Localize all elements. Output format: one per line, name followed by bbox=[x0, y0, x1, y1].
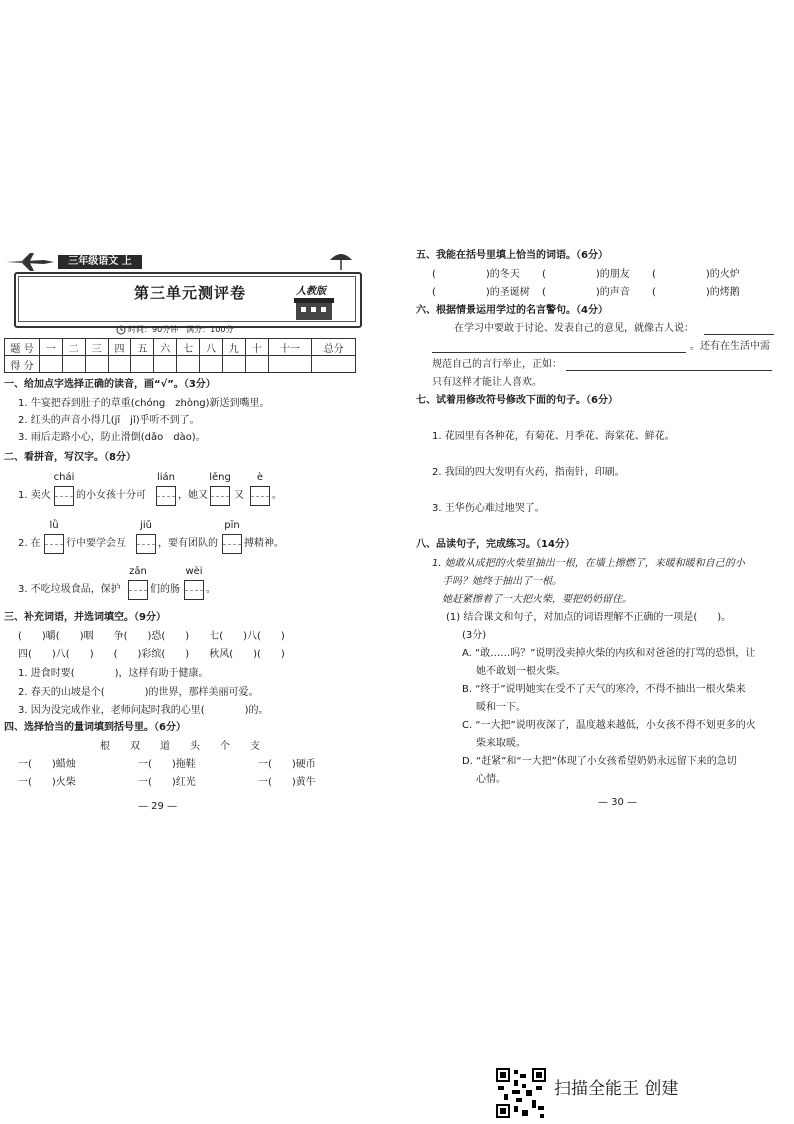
q5-heading: 五、我能在括号里填上恰当的词语。（6分） bbox=[416, 250, 608, 261]
q2-heading: 二、看拼音，写汉字。（8分） bbox=[4, 452, 136, 463]
score-cell: 二 bbox=[62, 339, 85, 356]
score-input-cell[interactable] bbox=[131, 356, 154, 373]
score-input-cell[interactable] bbox=[177, 356, 200, 373]
score-input-cell[interactable] bbox=[154, 356, 177, 373]
q8-option-d-cont: 心情。 bbox=[476, 774, 506, 785]
clock-icon bbox=[116, 325, 126, 335]
q7-sentence-2: 2. 我国的四大发明有火药，指南针，印刷。 bbox=[432, 467, 625, 478]
q2-text: 行中要学会互 bbox=[66, 538, 126, 549]
pinyin-label: è bbox=[256, 472, 264, 483]
q2-text: 1. 卖火 bbox=[18, 490, 51, 501]
pinyin-label: lǜ bbox=[49, 520, 59, 531]
score-input-cell[interactable] bbox=[268, 356, 312, 373]
score-cell: 五 bbox=[131, 339, 154, 356]
score-cell: 三 bbox=[85, 339, 108, 356]
pinyin-label: zǎn bbox=[129, 566, 147, 577]
hanzi-box[interactable] bbox=[156, 486, 176, 506]
q4-word-bank: 根 双 道 头 个 支 bbox=[100, 741, 260, 752]
q6-line-3: 规范自己的言行举止，正如： bbox=[432, 359, 562, 370]
q3-row-2: 四( )八( ) ( )彩缤( ) 秋风( )( ) bbox=[18, 649, 285, 660]
score-input-cell[interactable] bbox=[245, 356, 268, 373]
q2-text: 2. 在 bbox=[18, 538, 41, 549]
score-cell: 题 号 bbox=[5, 339, 40, 356]
q2-text: 3. 不吃垃圾食品，保护 bbox=[18, 584, 121, 595]
q8-option-a[interactable]: A. “敢……吗？”说明没卖掉火柴的内疚和对爸爸的打骂的恐惧，让 bbox=[462, 648, 756, 659]
score-input-cell[interactable] bbox=[222, 356, 245, 373]
score-input-cell[interactable] bbox=[85, 356, 108, 373]
answer-line[interactable] bbox=[704, 334, 774, 335]
q4-item: 一( )火柴 bbox=[18, 777, 76, 788]
q5-item: ( )的火炉 bbox=[652, 269, 740, 280]
q8-sub-score: (3分) bbox=[462, 630, 487, 641]
subject-label: 三年级语文 上 bbox=[58, 255, 142, 269]
q1-line-2: 2. 红头的声音小得几(jī jǐ)乎听不到了。 bbox=[18, 415, 200, 426]
page-number-left: — 29 — bbox=[138, 801, 178, 812]
hanzi-box[interactable] bbox=[44, 534, 64, 554]
q8-option-a-cont: 她不敢划一根火柴。 bbox=[476, 666, 566, 677]
q1-heading: 一、给加点字选择正确的读音，画“√”。（3分） bbox=[4, 379, 216, 390]
q4-item: 一( )红光 bbox=[138, 777, 196, 788]
edition-label: 人教版 bbox=[296, 286, 326, 297]
q1-line-1: 1. 牛宴把吞到肚子的草重(chóng zhòng)新送到嘴里。 bbox=[18, 398, 270, 409]
q8-option-b-cont: 暖和一下。 bbox=[476, 702, 526, 713]
pinyin-label: wèi bbox=[185, 566, 203, 577]
q6-line-2: 。还有在生活中需 bbox=[690, 341, 770, 352]
qr-code-icon bbox=[496, 1068, 546, 1118]
page-title: 第三单元测评卷 bbox=[133, 284, 246, 302]
answer-line[interactable] bbox=[432, 352, 686, 353]
score-input-cell[interactable] bbox=[200, 356, 223, 373]
q2-text: 的小女孩十分可 bbox=[76, 490, 146, 501]
q6-line-4: 只有这样才能让人喜欢。 bbox=[432, 377, 542, 388]
q3-heading: 三、补充词语，并选词填空。（9分） bbox=[4, 612, 166, 623]
score-cell: 十 bbox=[245, 339, 268, 356]
q7-sentence-1: 1. 花园里有各种花，有菊花、月季花、海棠花、鲜花。 bbox=[432, 431, 675, 442]
q6-line-1: 在学习中要敢于讨论、发表自己的意见，就像古人说： bbox=[454, 323, 694, 334]
score-cell: 四 bbox=[108, 339, 131, 356]
pinyin-label: pīn bbox=[224, 520, 240, 531]
q2-text: 搏精神。 bbox=[244, 538, 284, 549]
q8-option-c[interactable]: C. “一大把”说明夜深了，温度越来越低，小女孩不得不划更多的火 bbox=[462, 720, 756, 731]
q4-item: 一( )蜡烛 bbox=[18, 759, 76, 770]
airplane-icon bbox=[4, 252, 58, 272]
pinyin-label: lěng bbox=[209, 472, 231, 483]
hanzi-box[interactable] bbox=[250, 486, 270, 506]
time-info: 时间：90分钟 满分：100分 bbox=[128, 325, 234, 334]
q5-item: ( )的圣诞树 bbox=[432, 287, 530, 298]
q2-text: 们的肠 bbox=[150, 584, 180, 595]
q4-item: 一( )硬币 bbox=[258, 759, 316, 770]
score-cell: 得 分 bbox=[5, 356, 40, 373]
q7-heading: 七、试着用修改符号修改下面的句子。（6分） bbox=[416, 395, 618, 406]
score-cell: 八 bbox=[200, 339, 223, 356]
answer-line[interactable] bbox=[566, 370, 772, 371]
umbrella-icon bbox=[328, 250, 354, 272]
q8-passage: 她赶紧擦着了一大把火柴，要把奶奶留住。 bbox=[442, 594, 632, 605]
q2-text: 。 bbox=[206, 584, 216, 595]
score-input-cell[interactable] bbox=[62, 356, 85, 373]
q8-option-b[interactable]: B. “终于”说明她实在受不了天气的寒冷，不得不抽出一根火柴来 bbox=[462, 684, 746, 695]
q5-item: ( )的冬天 bbox=[432, 269, 520, 280]
q2-text: 又 bbox=[234, 490, 244, 501]
q6-heading: 六、根据情景运用学过的名言警句。（4分） bbox=[416, 305, 608, 316]
q2-text: 。 bbox=[272, 490, 282, 501]
score-input-cell[interactable] bbox=[312, 356, 356, 373]
q3-sentence-3: 3. 因为没完成作业，老师问起时我的心里( )的。 bbox=[18, 705, 269, 716]
q4-item: 一( )黄牛 bbox=[258, 777, 316, 788]
q1-line-3: 3. 雨后走路小心，防止滑倒(dǎo dào)。 bbox=[18, 432, 206, 443]
q4-item: 一( )拖鞋 bbox=[138, 759, 196, 770]
q8-passage: 手吗？她终于抽出了一根。 bbox=[442, 576, 562, 587]
q8-heading: 八、品读句子，完成练习。（14分） bbox=[416, 539, 575, 550]
pinyin-label: lián bbox=[156, 472, 176, 483]
hanzi-box[interactable] bbox=[128, 580, 148, 600]
q3-sentence-1: 1. 进食时要( )，这样有助于健康。 bbox=[18, 668, 209, 679]
score-table bbox=[4, 338, 356, 373]
footer-scanner-credit: 扫描全能王 创建 bbox=[554, 1079, 679, 1099]
q5-item: ( )的声音 bbox=[542, 287, 630, 298]
hanzi-box[interactable] bbox=[222, 534, 242, 554]
hanzi-box[interactable] bbox=[210, 486, 230, 506]
score-cell: 九 bbox=[222, 339, 245, 356]
q2-text: ，要有团队的 bbox=[158, 538, 218, 549]
building-icon bbox=[294, 296, 334, 320]
hanzi-box[interactable] bbox=[184, 580, 204, 600]
score-cell: 十一 bbox=[268, 339, 312, 356]
page-number-right: — 30 — bbox=[598, 797, 638, 808]
q4-heading: 四、选择恰当的量词填到括号里。（6分） bbox=[4, 722, 186, 733]
score-cell: 六 bbox=[154, 339, 177, 356]
score-value-row bbox=[5, 356, 356, 373]
score-cell: 七 bbox=[177, 339, 200, 356]
q2-text: ，她又 bbox=[178, 490, 208, 501]
pinyin-label: chái bbox=[53, 472, 75, 483]
q8-option-d[interactable]: D. “赶紧”和“一大把”体现了小女孩希望奶奶永远留下来的急切 bbox=[462, 756, 737, 767]
q8-sub-question: (1) 结合课文和句子，对加点的词语理解不正确的一项是( )。 bbox=[446, 612, 732, 623]
score-cell: 一 bbox=[40, 339, 63, 356]
q8-passage: 1. 她敢从成把的火柴里抽出一根，在墙上擦燃了，来暖和暖和自己的小 bbox=[432, 558, 745, 569]
score-header-row bbox=[5, 339, 356, 356]
q8-option-c-cont: 柴来取暖。 bbox=[476, 738, 526, 749]
q7-sentence-3: 3. 王华伤心难过地哭了。 bbox=[432, 503, 545, 514]
score-cell: 总分 bbox=[312, 339, 356, 356]
pinyin-label: jiǔ bbox=[140, 520, 152, 531]
hanzi-box[interactable] bbox=[136, 534, 156, 554]
q3-row-1: ( )嚼( )咽 争( )恐( ) 七( )八( ) bbox=[18, 631, 285, 642]
q5-item: ( )的烤鹅 bbox=[652, 287, 740, 298]
score-input-cell[interactable] bbox=[40, 356, 63, 373]
score-input-cell[interactable] bbox=[108, 356, 131, 373]
q5-item: ( )的朋友 bbox=[542, 269, 630, 280]
hanzi-box[interactable] bbox=[54, 486, 74, 506]
q3-sentence-2: 2. 春天的山坡是个( )的世界，那样美丽可爱。 bbox=[18, 687, 259, 698]
